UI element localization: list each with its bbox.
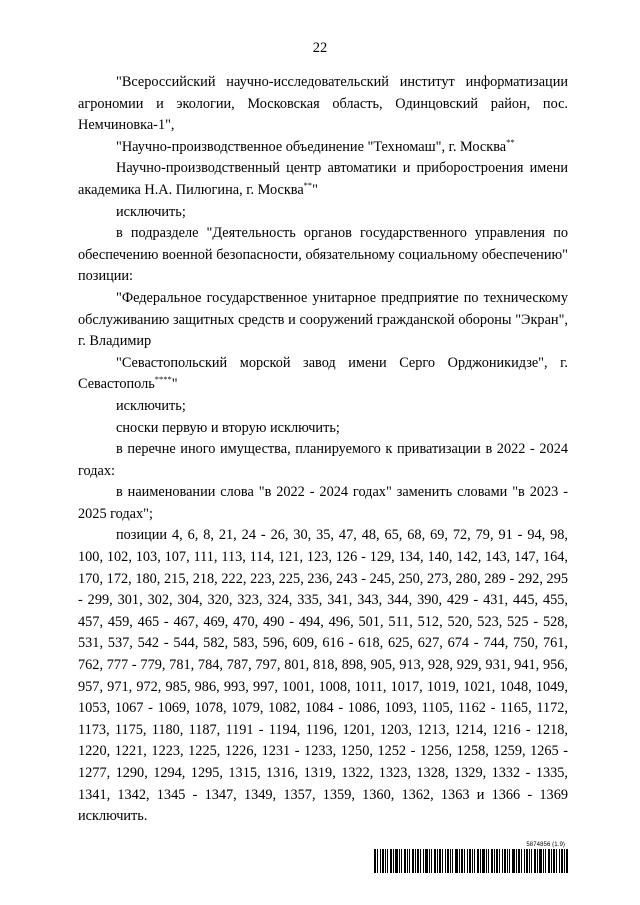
- barcode-icon: [374, 849, 568, 873]
- page-number: 22: [312, 40, 328, 56]
- paragraph-footnotes: сноски первую и вторую исключить;: [116, 419, 340, 436]
- paragraph-other-property: в перечне иного имущества, планируемого к приватизации в 2022 - 2024 годах:: [78, 441, 568, 479]
- footnote-mark: ****: [154, 374, 172, 385]
- paragraph-sevastopol: "Севастопольский морской завод имени Серго Орджоникидзе", г. Севастополь****": [78, 354, 568, 393]
- paragraph-institute: "Всероссийский научно-исследовательский институт информатизации агрономии и экологии, Московская область, Одинцовский район, пос. Немчиновка-1",: [78, 74, 568, 134]
- paragraph-technomash: "Научно-производственное объединение "Техномаш", г. Москва**: [116, 136, 515, 155]
- paragraph-positions: позиции 4, 6, 8, 21, 24 - 26, 30, 35, 47, 48, 65, 68, 69, 72, 79, 91 - 94, 98, 100, 102, 103, 107, 111, 113, 114, 121, 123, 126 - 129, 134, 140, 142, 143, 147, 164, 170, 172, 180, 215, 218, 222, 223, 225, 236, 243 - 245, 250, 273, 280, 289 - 292, 295 - 299, 301, 302, 304, 320, 323, 324, 335, 341, 343, 344, 390, 429 - 431, 445, 455, 457, 459, 465 - 467, 469, 470, 490 - 494, 496, 501, 511, 512, 520, 523, 525 - 528, 531, 537, 542 - 544, 582, 583, 596, 609, 616 - 618, 625, 627, 674 - 744, 750, 761, 762, 777 - 779, 781, 784, 787, 797, 801, 818, 898, 905, 913, 928, 929, 931, 941, 956, 957, 971, 972, 985, 986, 993, 997, 1001, 1008, 1011, 1017, 1019, 1021, 1048, 1049, 1053, 1067 - 1069, 1078, 1079, 1082, 1084 - 1086, 1093, 1105, 1162 - 1165, 1172, 1173, 1175, 1180, 1187, 1191 - 1194, 1196, 1201, 1203, 1213, 1214, 1216 - 1218, 1220, 1221, 1223, 1225, 1226, 1231 - 1233, 1250, 1252 - 1256, 1258, 1259, 1265 - 1277, 1290, 1294, 1295, 1315, 1316, 1319, 1322, 1323, 1328, 1329, 1332 - 1335, 1341, 1342, 1345 - 1347, 1349, 1357, 1359, 1360, 1362, 1363 и 1366 - 1369 исключить.: [78, 527, 568, 825]
- paragraph-ekran: "Федеральное государственное унитарное предприятие по техническому обслуживанию защитных средств и сооружений гражданской обороны "Экран", г. Владимир: [78, 289, 568, 350]
- paragraph-rename: в наименовании слова "в 2022 - 2024 годах" заменить словами "в 2023 - 2025 годах";: [78, 484, 568, 522]
- paragraph-pilyugin-center: Научно-производственный центр автоматики и приборостроения имени академика Н.А. Пилюгина, г. Москва**": [78, 160, 568, 198]
- paragraph-exclude-2: исключить;: [116, 397, 186, 414]
- footnote-mark: **: [506, 136, 515, 147]
- footnote-mark: **: [303, 179, 313, 190]
- document-body: [78, 72, 568, 828]
- paragraph-exclude-1: исключить;: [116, 203, 186, 220]
- paragraph-subsection: в подразделе "Деятельность органов государственного управления по обеспечению военной безопасности, обязательному социальному обеспечению" позиции:: [78, 225, 568, 285]
- document-code: 5874856 (1.9): [526, 842, 565, 848]
